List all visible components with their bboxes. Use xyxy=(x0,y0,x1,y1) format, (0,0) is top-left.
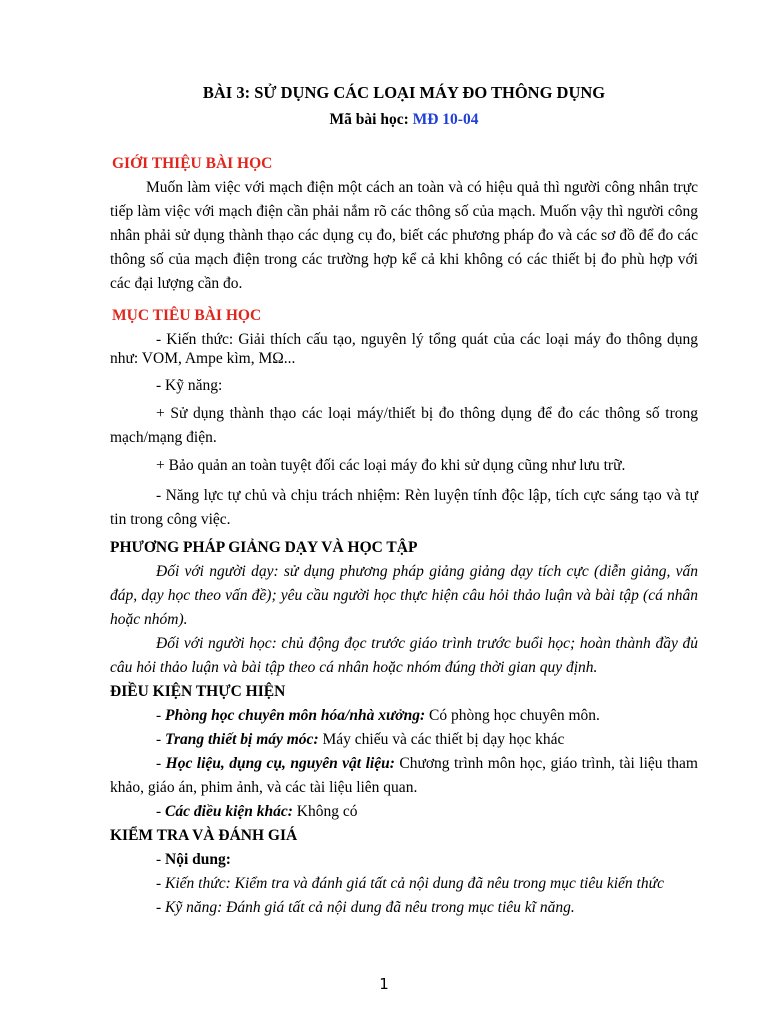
condition-text: Không có xyxy=(292,803,358,820)
assessment-content-label: Nội dung: xyxy=(165,851,231,868)
assessment-content: - Nội dung: xyxy=(156,851,231,868)
objective-skill-2: + Bảo quản an toàn tuyệt đối các loại máy đo khi sử dụng cũng như lưu trữ. xyxy=(156,457,626,474)
lesson-code-label: Mã bài học: xyxy=(329,111,413,128)
condition-item: - Trang thiết bị máy móc: Máy chiếu và các thiết bị dạy học khác xyxy=(156,731,565,748)
methods-learner: Đối với người học: chủ động đọc trước giáo trình trước buổi học; hoàn thành đầy đủ câu hỏi thảo luận và bài tập theo cá nhân hoặc nhóm đúng thời gian quy định. xyxy=(110,635,698,676)
objective-knowledge: - Kiến thức: Giải thích cấu tạo, nguyên lý tổng quát của các loại máy đo thông dụng như: VOM, Ampe kìm, MΩ... xyxy=(110,331,698,367)
condition-label: Trang thiết bị máy móc: xyxy=(165,731,319,748)
condition-item: - Phòng học chuyên môn hóa/nhà xưởng: Có phòng học chuyên môn. xyxy=(156,707,600,724)
conditions-heading: ĐIỀU KIỆN THỰC HIỆN xyxy=(110,683,286,700)
assessment-skills: - Kỹ năng: Đánh giá tất cả nội dung đã nêu trong mục tiêu kĩ năng. xyxy=(156,899,575,916)
assessment-heading: KIỂM TRA VÀ ĐÁNH GIÁ xyxy=(110,827,298,844)
lesson-title: BÀI 3: SỬ DỤNG CÁC LOẠI MÁY ĐO THÔNG DỤNG xyxy=(202,83,606,102)
condition-label: Phòng học chuyên môn hóa/nhà xưởng: xyxy=(165,707,426,724)
objective-skills: - Kỹ năng: xyxy=(156,377,223,394)
methods-teacher: Đối với người dạy: sử dụng phương pháp giảng giảng dạy tích cực (diễn giảng, vấn đáp, dạy học theo vấn đề); yêu cầu người học thực hiện câu hỏi thảo luận và bài tập (cá nhân hoặc nhóm). xyxy=(110,563,698,628)
condition-label: Các điều kiện khác: xyxy=(165,803,293,820)
methods-heading: PHƯƠNG PHÁP GIẢNG DẠY VÀ HỌC TẬP xyxy=(110,539,418,556)
intro-paragraph: Muốn làm việc với mạch điện một cách an toàn và có hiệu quả thì người công nhân trực tiếp làm việc với mạch điện cần phải nắm rõ các thông số của mạch. Muốn vậy thì người công nhân phải sử dụng thành thạo các dụng cụ đo, biết các phương pháp đo và các sơ đồ để đo các thông số của mạch điện trong các trường hợp kể cả khi không có các thiết bị đo phù hợp với các đại lượng cần đo. xyxy=(110,179,698,292)
objectives-heading: MỤC TIÊU BÀI HỌC xyxy=(112,307,262,324)
condition-text: Chương trình môn học, giáo trình, tài liệu tham khảo, giáo án, phim ảnh, và các tài liệu liên quan. xyxy=(110,755,698,796)
condition-text: Có phòng học chuyên môn. xyxy=(425,707,600,724)
document-page xyxy=(110,80,698,920)
lesson-code-value: MĐ 10-04 xyxy=(412,111,479,128)
condition-item: - Học liệu, dụng cụ, nguyên vật liệu: Chương trình môn học, giáo trình, tài liệu tham khảo, giáo án, phim ảnh, và các tài liệu liên quan. xyxy=(110,755,698,796)
condition-label: Học liệu, dụng cụ, nguyên vật liệu: xyxy=(165,755,395,772)
intro-heading: GIỚI THIỆU BÀI HỌC xyxy=(112,155,273,172)
condition-item: - Các điều kiện khác: Không có xyxy=(156,803,358,820)
objective-skill-1: + Sử dụng thành thạo các loại máy/thiết bị đo thông dụng để đo các thông số trong mạch/mạng điện. xyxy=(110,405,698,446)
condition-text: Máy chiếu và các thiết bị dạy học khác xyxy=(318,731,565,748)
objective-autonomy: - Năng lực tự chủ và chịu trách nhiệm: Rèn luyện tính độc lập, tích cực sáng tạo và tự tin trong công việc. xyxy=(110,487,698,528)
assessment-knowledge: - Kiến thức: Kiểm tra và đánh giá tất cả nội dung đã nêu trong mục tiêu kiến thức xyxy=(156,875,664,892)
page-number: 1 xyxy=(379,975,389,993)
lesson-code xyxy=(110,108,698,132)
